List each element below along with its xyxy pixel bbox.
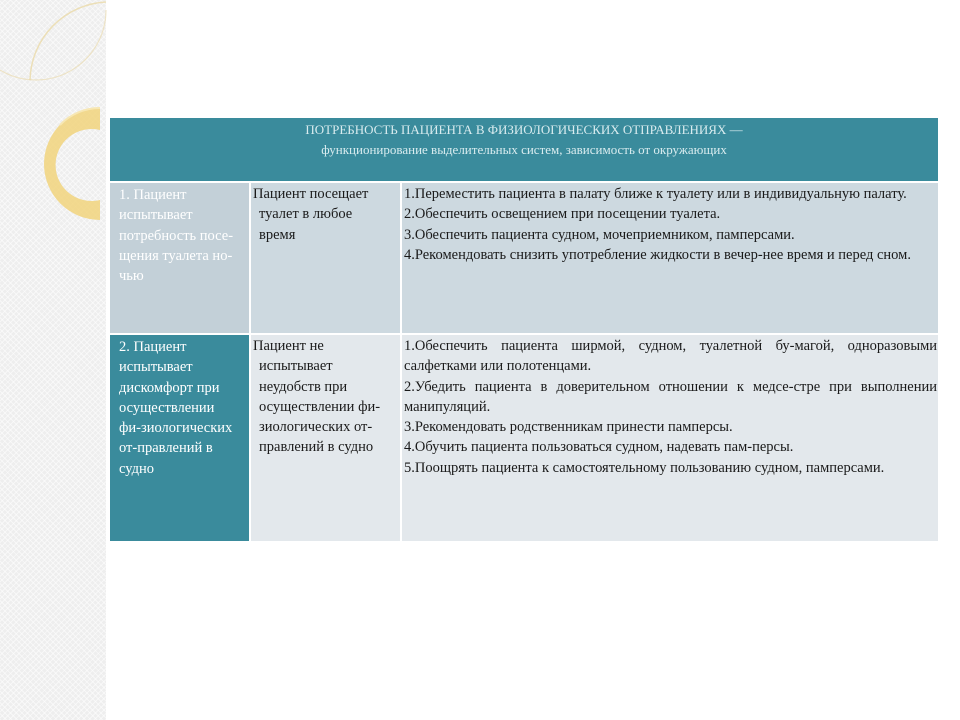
problem-text-line: от-правлений в [119, 440, 213, 457]
goal-text-line: туалет в любое [259, 206, 353, 223]
goal-text-line: зиологических от- [259, 419, 373, 436]
table-row [110, 182, 938, 334]
intervention-item: 1.Переместить пациента в палату ближе к туалету или в индивидуальную палату. [404, 186, 907, 202]
goal-cell [250, 334, 401, 541]
intervention-item: 4.Обучить пациента пользоваться судном, надевать пам-персы. [404, 439, 794, 456]
interventions-cell [401, 334, 938, 541]
goal-text-line: неудобств при [259, 378, 348, 395]
goal-text-line: Пациент посещает [253, 186, 369, 202]
interventions-cell [401, 182, 938, 334]
header-subtitle: функционирование выделительных систем, зависимость от окружающих [321, 142, 727, 157]
intervention-item: 3.Рекомендовать родственникам принести памперсы. [404, 419, 733, 436]
problem-text-line: судно [119, 460, 154, 477]
goal-text-line: осуществлении фи- [259, 398, 381, 415]
problem-text-line: 2. Пациент [119, 339, 187, 355]
nursing-care-table [110, 118, 938, 541]
goal-text-line: Пациент не [253, 338, 324, 354]
problem-text-line: потребность посе- [119, 227, 234, 244]
table-header [110, 118, 938, 182]
intervention-item: 2.Убедить пациента в доверительном отношении к медсе-стре при выполнении манипуляций. [404, 378, 938, 415]
problem-text-line: чью [119, 268, 144, 285]
problem-text-line: испытывает [119, 207, 193, 224]
problem-text-line: фи-зиологических [119, 420, 233, 437]
intervention-item: 3.Обеспечить пациента судном, мочеприемником, памперсами. [404, 226, 795, 243]
goal-text-line: время [259, 226, 296, 243]
problem-cell [110, 182, 250, 334]
intervention-item: 2.Обеспечить освещением при посещении туалета. [404, 206, 721, 223]
intervention-item: 5.Поощрять пациента к самостоятельному пользованию судном, памперсами. [404, 459, 885, 476]
intervention-item: 4.Рекомендовать снизить употребление жидкости в вечер-нее время и перед сном. [404, 246, 911, 263]
problem-text-line: осуществлении [119, 399, 215, 416]
problem-text-line: 1. Пациент [119, 187, 187, 203]
problem-cell [110, 334, 250, 541]
table-row [110, 334, 938, 541]
table-header-row [110, 118, 938, 182]
goal-text-line: правлений в судно [259, 439, 374, 456]
goal-cell [250, 182, 401, 334]
intervention-item: 1.Обеспечить пациента ширмой, судном, туалетной бу-магой, одноразовыми салфетками или полотенцами. [404, 338, 938, 375]
problem-text-line: щения туалета но- [119, 247, 233, 264]
goal-text-line: испытывает [259, 358, 333, 375]
problem-text-line: дискомфорт при [119, 379, 220, 396]
problem-text-line: испытывает [119, 359, 193, 376]
header-title: ПОТРЕБНОСТЬ ПАЦИЕНТА В ФИЗИОЛОГИЧЕСКИХ ОТПРАВЛЕНИЯХ — [305, 122, 743, 137]
